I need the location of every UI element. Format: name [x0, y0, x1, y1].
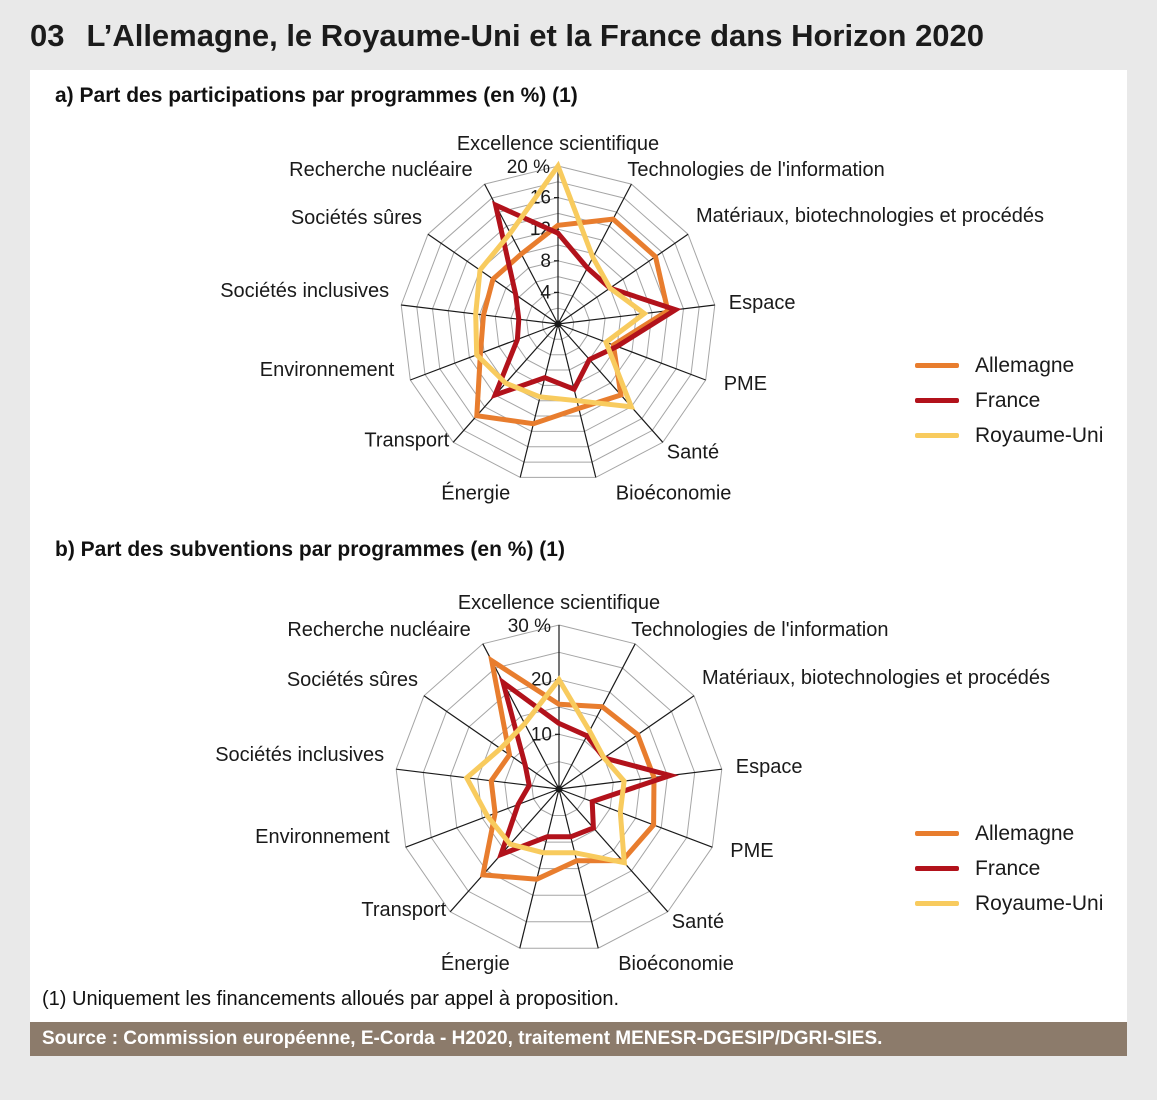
- legend-line-royaume-uni: [915, 433, 959, 438]
- svg-text:Espace: Espace: [728, 292, 796, 314]
- source-bar: Source : Commission européenne, E-Corda - H2020, traitement MENESR-DGESIP/DGRI-SIES.: [30, 1022, 1127, 1056]
- legend-row: [915, 383, 1145, 418]
- svg-text:16: 16: [529, 187, 551, 209]
- svg-text:Sociétés inclusives: Sociétés inclusives: [220, 280, 390, 302]
- svg-text:Espace: Espace: [735, 756, 803, 779]
- series-france: [501, 683, 670, 855]
- legend-label: Royaume-Uni: [975, 891, 1104, 915]
- svg-text:10: 10: [530, 724, 552, 746]
- svg-text:Recherche nucléaire: Recherche nucléaire: [287, 618, 471, 641]
- svg-text:Bioéconomie: Bioéconomie: [618, 953, 734, 976]
- radar-chart-participations: [120, 118, 1150, 518]
- series-royaume-uni: [476, 166, 645, 407]
- chart-b-subtitle: b) Part des subventions par programmes (en %) (1): [55, 538, 565, 561]
- legend-line-allemagne: [915, 831, 959, 836]
- legend-row: [915, 886, 1145, 921]
- svg-text:Énergie: Énergie: [441, 482, 511, 505]
- svg-text:Sociétés sûres: Sociétés sûres: [286, 668, 418, 691]
- legend-row: [915, 418, 1145, 453]
- svg-text:Sociétés sûres: Sociétés sûres: [290, 207, 422, 230]
- svg-text:Environnement: Environnement: [255, 826, 390, 849]
- legend-label: France: [975, 856, 1041, 880]
- svg-text:Technologies de l'information: Technologies de l'information: [627, 159, 885, 182]
- legend-chart-b: [915, 816, 1145, 921]
- svg-text:Matériaux, biotechnologies et: Matériaux, biotechnologies et procédés: [702, 666, 1050, 689]
- svg-text:4: 4: [540, 282, 551, 304]
- svg-text:Santé: Santé: [666, 441, 720, 464]
- radar-chart-subventions: [120, 583, 1150, 983]
- max-tick-label: 30 %: [507, 616, 551, 637]
- svg-text:Recherche nucléaire: Recherche nucléaire: [289, 159, 473, 182]
- page-title-number: 03: [30, 18, 65, 53]
- legend-line-allemagne: [915, 363, 959, 368]
- legend-line-france: [915, 398, 959, 403]
- legend-row: [915, 816, 1145, 851]
- svg-text:Transport: Transport: [364, 429, 450, 452]
- center-dot: [555, 321, 562, 328]
- legend-row: [915, 851, 1145, 886]
- footnote: (1) Uniquement les financements alloués par appel à proposition.: [42, 988, 620, 1010]
- svg-text:20: 20: [530, 669, 552, 691]
- svg-text:Technologies de l'information: Technologies de l'information: [631, 618, 889, 641]
- svg-text:Excellence scientifique: Excellence scientifique: [457, 592, 661, 614]
- center-dot: [556, 786, 563, 793]
- svg-text:PME: PME: [723, 373, 768, 395]
- svg-text:Transport: Transport: [361, 898, 447, 921]
- svg-text:Bioéconomie: Bioéconomie: [615, 482, 732, 505]
- page-title: [30, 18, 984, 54]
- legend-line-france: [915, 866, 959, 871]
- legend-label: Allemagne: [975, 821, 1075, 845]
- chart-a-subtitle: a) Part des participations par programmes (en %) (1): [55, 84, 578, 107]
- legend-row: [915, 348, 1145, 383]
- legend-line-royaume-uni: [915, 901, 959, 906]
- legend-label: France: [975, 388, 1041, 412]
- page-title-text: L’Allemagne, le Royaume-Uni et la France dans Horizon 2020: [86, 18, 985, 53]
- svg-text:Excellence scientifique: Excellence scientifique: [456, 133, 660, 155]
- max-tick-label: 20 %: [506, 157, 550, 178]
- svg-text:8: 8: [540, 250, 551, 272]
- svg-text:Matériaux, biotechnologies et: Matériaux, biotechnologies et procédés: [696, 205, 1044, 228]
- svg-text:Environnement: Environnement: [259, 359, 395, 381]
- svg-text:Sociétés inclusives: Sociétés inclusives: [215, 744, 385, 767]
- svg-text:Santé: Santé: [671, 910, 725, 933]
- svg-text:PME: PME: [730, 840, 774, 863]
- legend-label: Allemagne: [975, 353, 1075, 377]
- svg-text:Énergie: Énergie: [440, 953, 510, 976]
- legend-label: Royaume-Uni: [975, 423, 1104, 447]
- legend-chart-a: [915, 348, 1145, 453]
- svg-text:12: 12: [529, 219, 551, 241]
